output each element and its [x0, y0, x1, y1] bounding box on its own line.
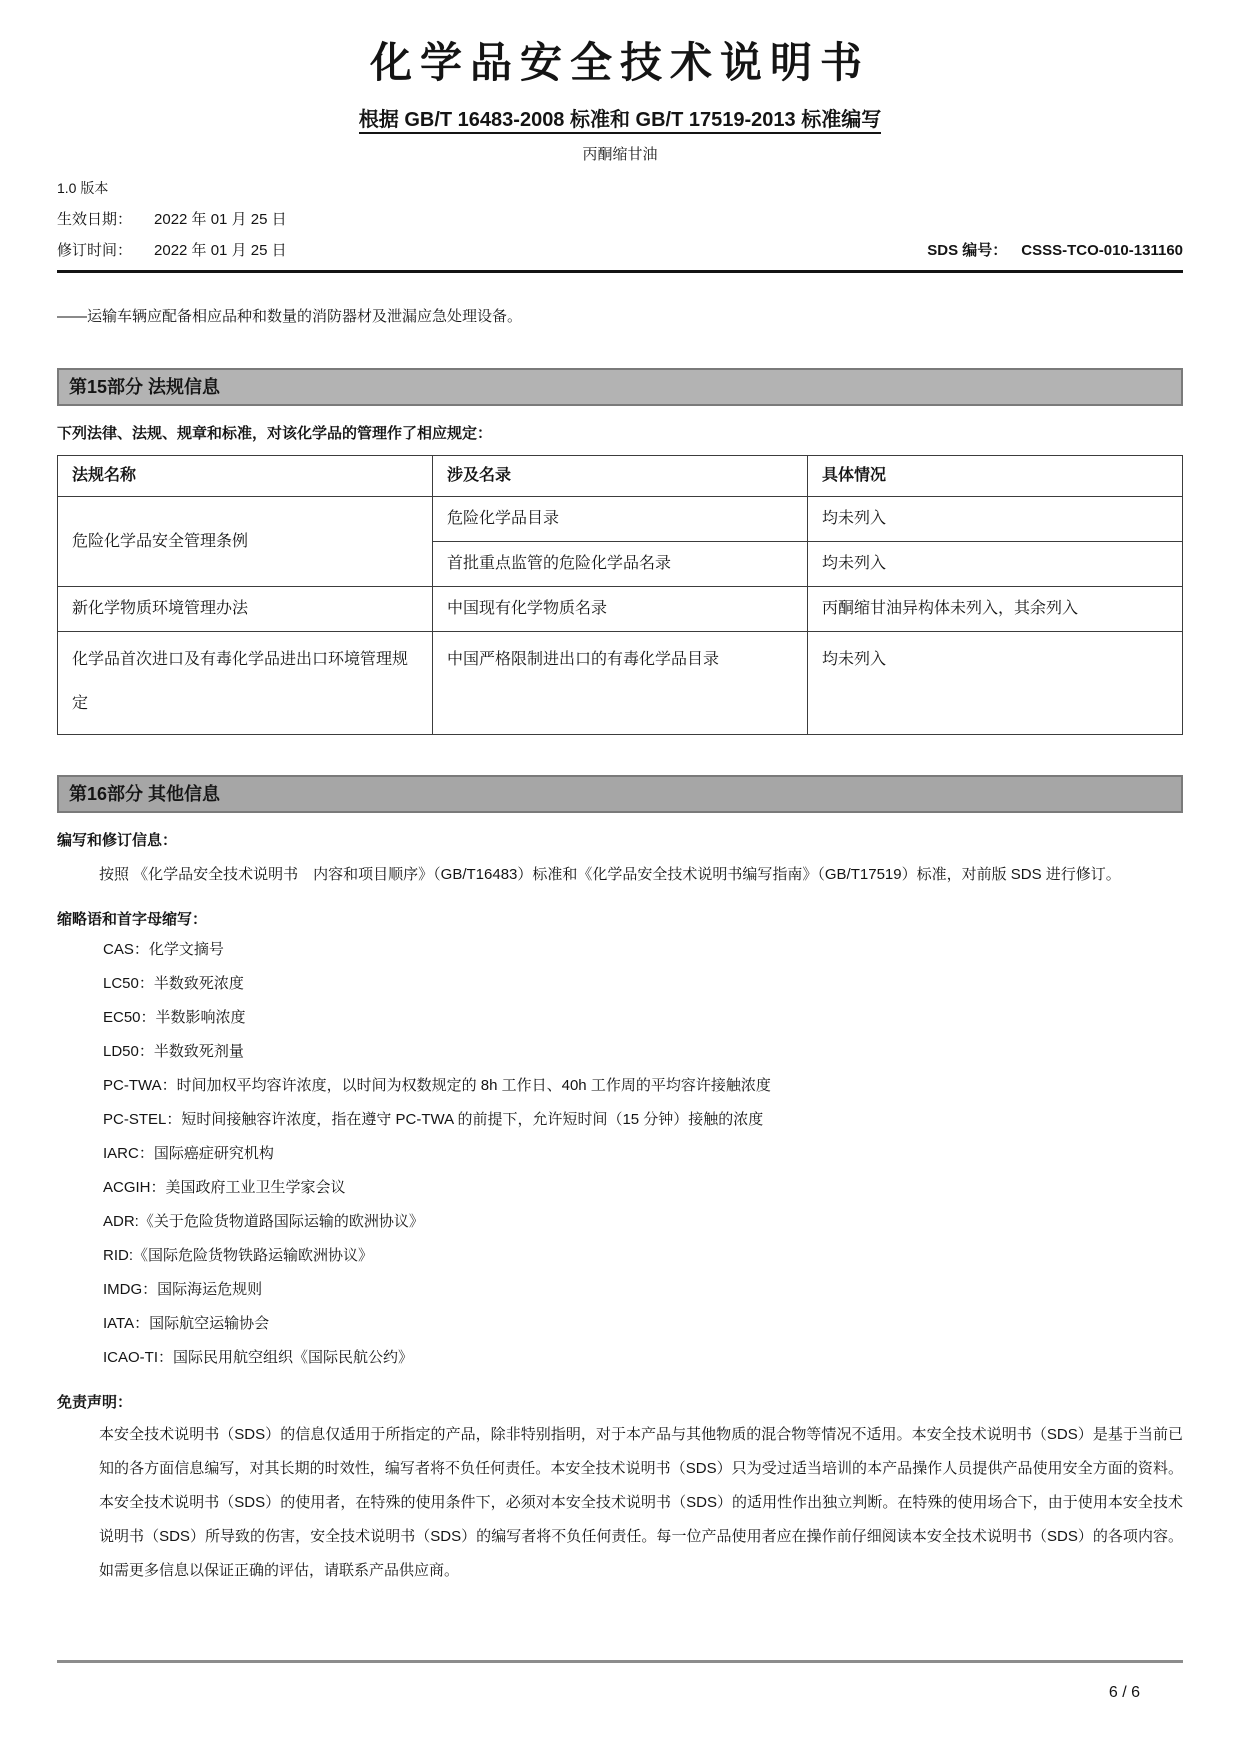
column-header-inventory: 涉及名录 [433, 456, 808, 497]
page-number: 6 / 6 [1108, 1684, 1140, 1701]
table-cell: 均未列入 [808, 632, 1183, 735]
table-cell: 危险化学品目录 [433, 497, 808, 542]
document-title: 化学品安全技术说明书 [369, 39, 870, 86]
abbreviation-item: IMDG：国际海运危规则 [103, 1281, 263, 1298]
table-cell: 均未列入 [808, 497, 1183, 542]
effective-date-value: 2022 年 01 月 25 日 [154, 211, 287, 228]
effective-date-group [57, 208, 287, 229]
abbreviation-item: LD50：半数致死剂量 [103, 1043, 244, 1060]
table-row [58, 587, 1183, 632]
abbreviation-item: RID:《国际危险货物铁路运输欧洲协议》 [103, 1247, 374, 1264]
revision-info-heading: 编写和修订信息： [57, 832, 178, 849]
table-cell: 新化学物质环境管理办法 [58, 587, 433, 632]
document-subtitle [57, 103, 1183, 132]
table-cell: 中国严格限制进出口的有毒化学品目录 [433, 632, 808, 735]
table-row [58, 632, 1183, 735]
abbreviation-item: IATA：国际航空运输协会 [103, 1315, 270, 1332]
revision-date-group [57, 239, 287, 260]
abbreviation-item: LC50：半数致死浓度 [103, 975, 244, 992]
abbreviation-item: IARC：国际癌症研究机构 [103, 1145, 274, 1162]
regulations-table [57, 455, 1183, 735]
effective-date-row [57, 208, 1183, 229]
revision-info-text: 按照 《化学品安全技术说明书 内容和项目顺序》（GB/T16483）标准和《化学品安全技术说明书编写指南》（GB/T17519）标准，对前版 SDS 进行修订。 [99, 866, 1121, 883]
regulations-table-head [58, 456, 1183, 497]
section-16-header: 第16部分 其他信息 [57, 775, 1183, 813]
section-15-header: 第15部分 法规信息 [57, 368, 1183, 406]
abbreviation-item: ACGIH：美国政府工业卫生学家会议 [103, 1179, 346, 1196]
revision-date-value: 2022 年 01 月 25 日 [154, 242, 287, 259]
table-cell: 首批重点监管的危险化学品名录 [433, 542, 808, 587]
table-cell: 均未列入 [808, 542, 1183, 587]
version-label: 1.0 版本 [57, 180, 109, 196]
sds-number-value: CSSS-TCO-010-131160 [1021, 242, 1183, 259]
abbreviation-list [57, 933, 1183, 1375]
table-row [58, 497, 1183, 542]
header-divider [57, 270, 1183, 273]
table-cell: 丙酮缩甘油异构体未列入，其余列入 [808, 587, 1183, 632]
table-cell: 中国现有化学物质名录 [433, 587, 808, 632]
effective-date-label: 生效日期： [57, 211, 133, 228]
table-cell: 化学品首次进口及有毒化学品进出口环境管理规定 [58, 632, 433, 735]
disclaimer-heading: 免责声明： [57, 1394, 133, 1411]
column-header-regulation-name: 法规名称 [58, 456, 433, 497]
table-cell: 危险化学品安全管理条例 [58, 497, 433, 587]
abbreviations-heading: 缩略语和首字母缩写： [57, 911, 208, 928]
footer-divider [57, 1660, 1183, 1663]
abbreviation-item: EC50：半数影响浓度 [103, 1009, 246, 1026]
carryover-note: ——运输车辆应配备相应品种和数量的消防器材及泄漏应急处理设备。 [57, 308, 523, 325]
revision-date-row [57, 239, 1183, 260]
product-name: 丙酮缩甘油 [582, 146, 658, 163]
abbreviation-item: ADR:《关于危险货物道路国际运输的欧洲协议》 [103, 1213, 424, 1230]
column-header-status: 具体情况 [808, 456, 1183, 497]
abbreviation-item: ICAO-TI：国际民用航空组织《国际民航公约》 [103, 1349, 413, 1366]
table-header-row [58, 456, 1183, 497]
abbreviation-item: PC-STEL：短时间接触容许浓度，指在遵守 PC-TWA 的前提下，允许短时间（15 分钟）接触的浓度 [103, 1111, 764, 1128]
regulations-table-body [58, 497, 1183, 735]
sds-number-group [927, 239, 1183, 260]
abbreviation-item: PC-TWA：时间加权平均容许浓度，以时间为权数规定的 8h 工作日、40h 工作周的平均容许接触浓度 [103, 1077, 771, 1094]
abbreviation-item: CAS：化学文摘号 [103, 941, 224, 958]
revision-date-label: 修订时间： [57, 242, 133, 259]
subtitle-text: 根据 GB/T 16483-2008 标准和 GB/T 17519-2013 标准编写 [359, 109, 881, 134]
section-15-intro: 下列法律、法规、规章和标准，对该化学品的管理作了相应规定： [57, 425, 493, 442]
sds-number-label: SDS 编号： [927, 242, 1008, 259]
disclaimer-text: 本安全技术说明书（SDS）的信息仅适用于所指定的产品，除非特别指明，对于本产品与其他物质的混合物等情况不适用。本安全技术说明书（SDS）是基于当前已知的各方面信息编写，对其长期的时效性，编写者将不负任何责任。本安全技术说明书（SDS）只为受过适当培训的本产品操作人员提供产品使用安全方面的资料。本安全技术说明书（SDS）的使用者，在特殊的使用条件下，必须对本安全技术说明书（SDS）的适用性作出独立判断。在特殊的使用场合下，由于使用本安全技术说明书（SDS）所导致的伤害，安全技术说明书（SDS）的编写者将不负任何责任。每一位产品使用者应在操作前仔细阅读本安全技术说明书（SDS）的各项内容。如需更多信息以保证正确的评估，请联系产品供应商。 [99, 1426, 1183, 1579]
